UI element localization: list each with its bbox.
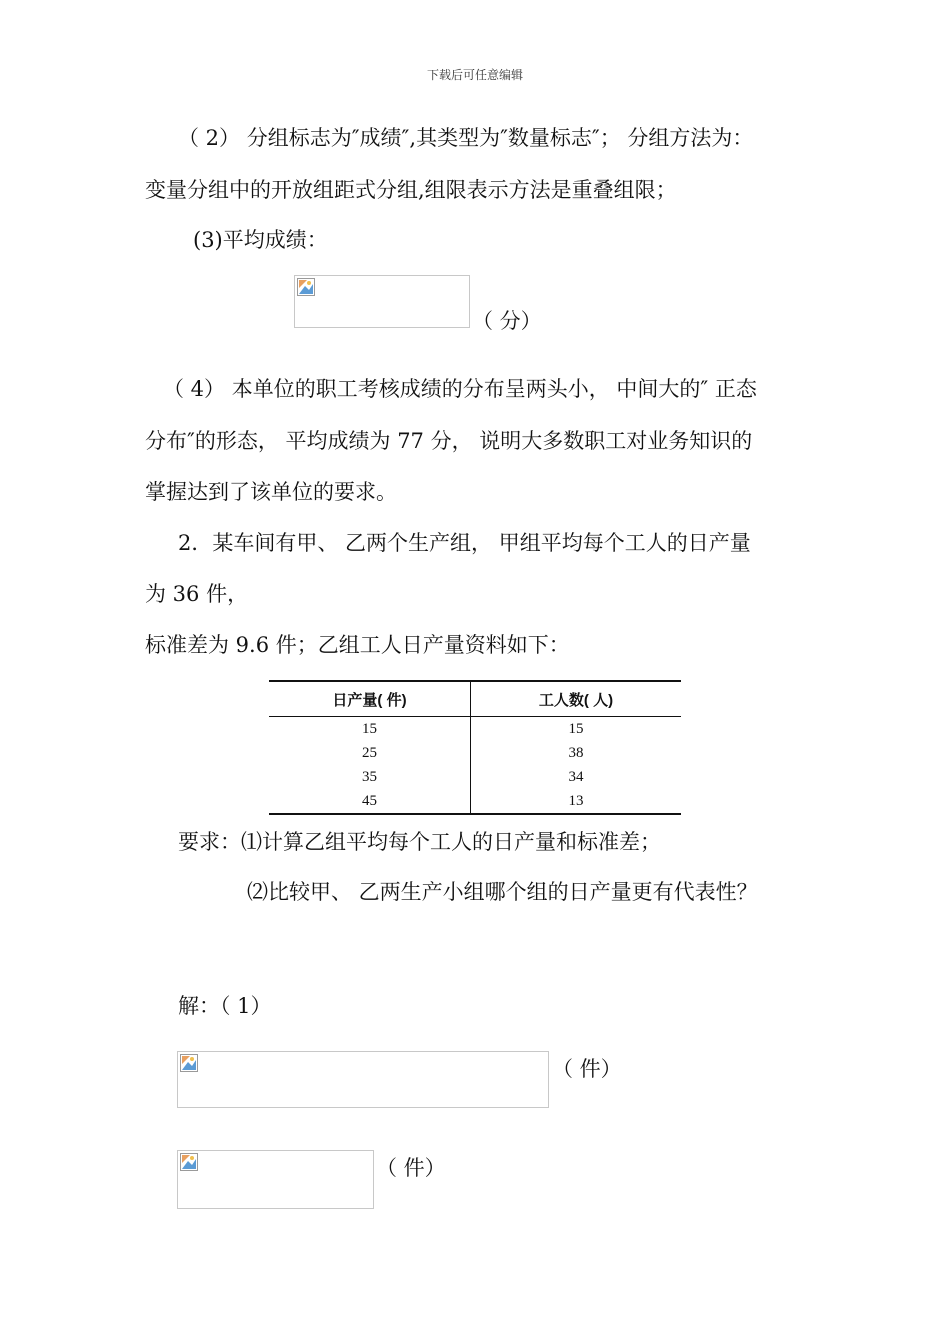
table-row — [269, 765, 681, 789]
production-table — [269, 680, 681, 815]
broken-image-icon — [180, 1054, 198, 1072]
broken-image-icon — [297, 278, 315, 296]
table-cell: 45 — [269, 789, 471, 814]
table-cell: 15 — [568, 720, 584, 737]
unit-points: （ 分） — [472, 309, 542, 333]
table-row — [269, 717, 681, 742]
unit-pieces-2: （ 件） — [376, 1156, 446, 1180]
table-cell: 15 — [269, 717, 471, 742]
table-cell: 38 — [568, 744, 584, 761]
table-cell: 25 — [269, 741, 471, 765]
solution-label: 解：（ 1） — [178, 994, 272, 1018]
answer-3-label: (3)平均成绩： — [193, 228, 328, 252]
requirement-1: 要求：⑴计算乙组平均每个工人的日产量和标准差； — [178, 830, 661, 854]
answer-4-line: （ 4） 本单位的职工考核成绩的分布呈两头小， 中间大的″ 正态 — [163, 377, 757, 401]
answer-2-line: （ 2） 分组标志为″成绩″,其类型为″数量标志″； 分组方法为： — [178, 126, 754, 150]
table-row — [269, 741, 681, 765]
answer-2-continuation: 变量分组中的开放组距式分组,组限表示方法是重叠组限； — [145, 178, 677, 202]
unit-pieces-1: （ 件） — [552, 1057, 622, 1081]
requirement-2: ⑵比较甲、 乙两生产小组哪个组的日产量更有代表性？ — [247, 880, 758, 904]
question-2-continuation-1: 为 36 件， — [145, 582, 249, 606]
page-header: 下载后可任意编辑 — [426, 68, 523, 82]
table-cell: 35 — [269, 765, 471, 789]
table-cell: 13 — [471, 789, 682, 814]
broken-image-icon — [180, 1153, 198, 1171]
formula-image-mean-output — [177, 1051, 549, 1108]
formula-image-std-dev — [177, 1150, 374, 1209]
answer-4-continuation-1: 分布″的形态， 平均成绩为 77 分， 说明大多数职工对业务知识的 — [145, 429, 753, 453]
question-2-continuation-2: 标准差为 9.6 件；乙组工人日产量资料如下： — [145, 633, 570, 657]
table-cell: 34 — [568, 768, 584, 785]
table-header-row — [269, 681, 681, 717]
table-header-output: 日产量( 件) — [269, 681, 471, 717]
formula-image-average-score — [294, 275, 470, 328]
table-header-workers: 工人数( 人) — [471, 681, 682, 717]
question-2-line: 2．某车间有甲、 乙两个生产组， 甲组平均每个工人的日产量 — [178, 531, 751, 555]
answer-4-continuation-2: 掌握达到了该单位的要求。 — [145, 480, 397, 504]
table-row — [269, 789, 681, 814]
